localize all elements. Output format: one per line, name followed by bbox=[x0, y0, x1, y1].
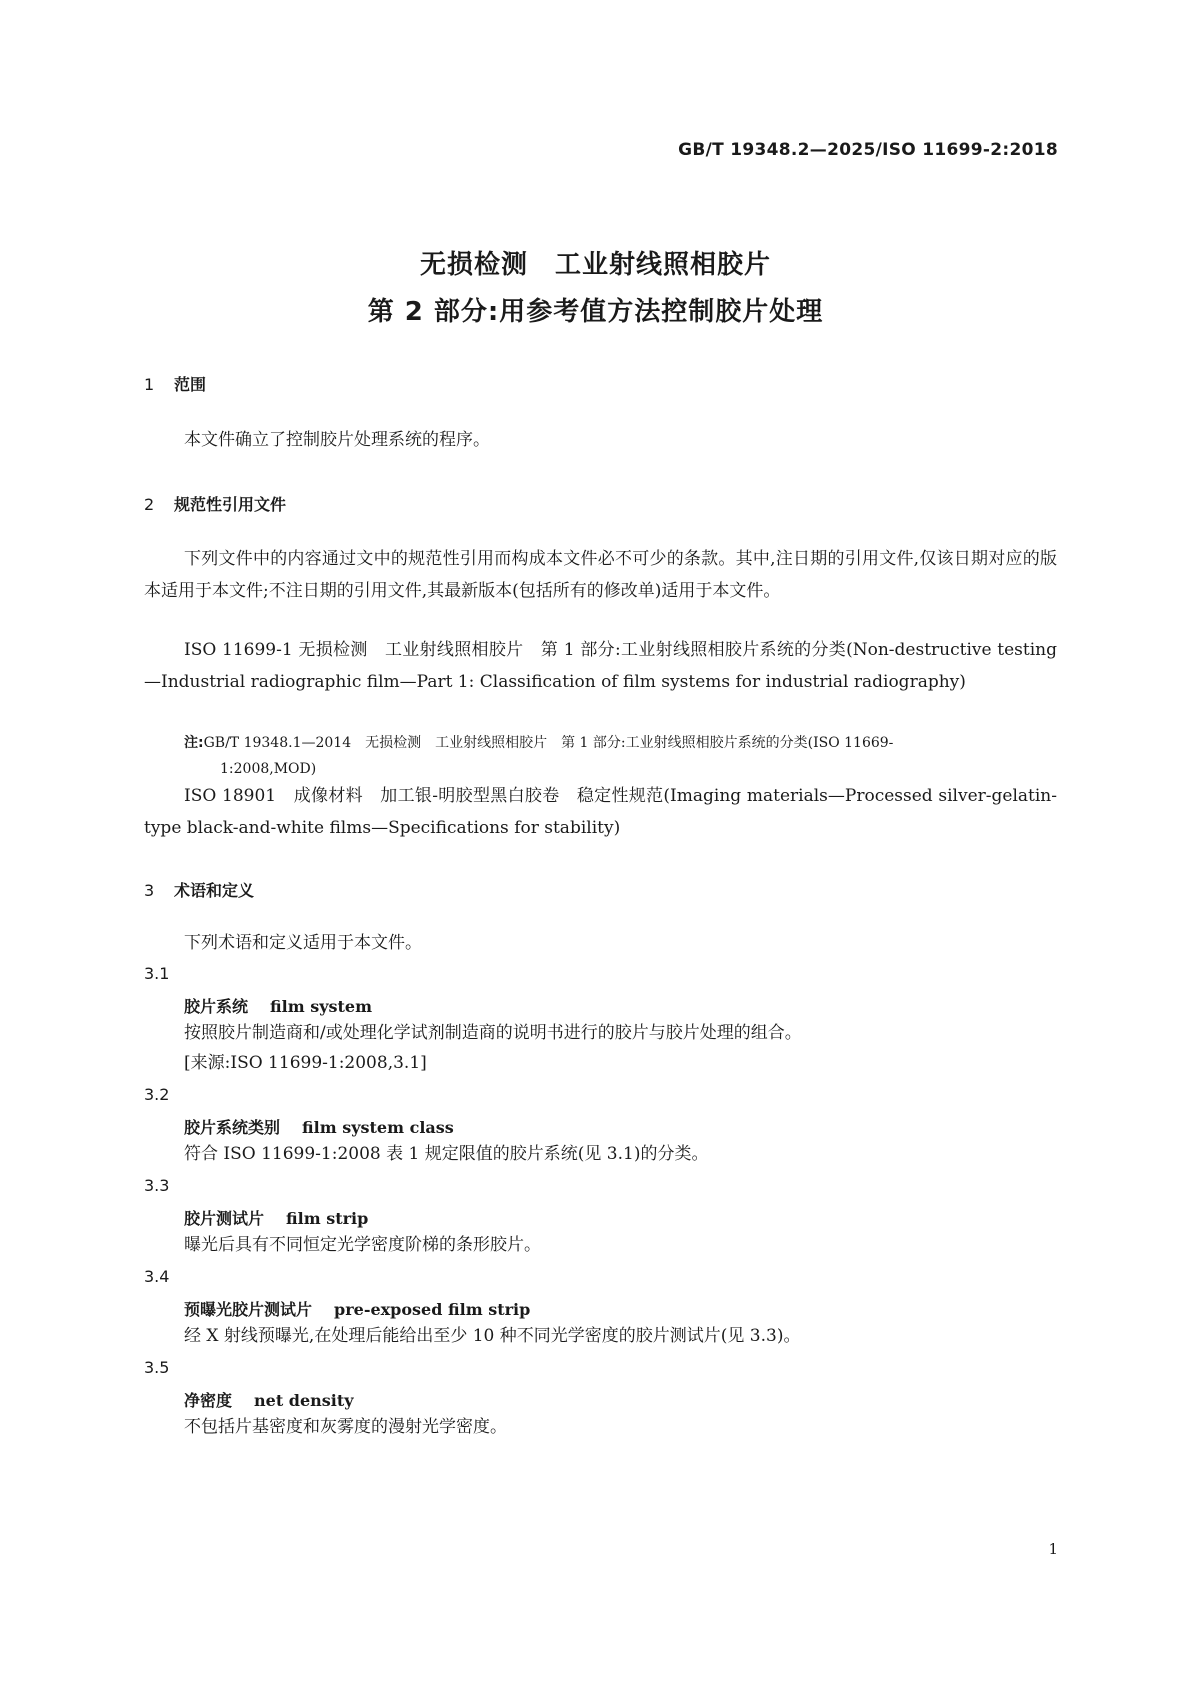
term-zh: 胶片测试片 bbox=[184, 1209, 265, 1228]
term-zh: 胶片系统类别 bbox=[184, 1118, 281, 1137]
reference-iso-11699-1: ISO 11699-1 无损检测 工业射线照相胶片 第 1 部分:工业射线照相胶片系统的分类(Non-destructive testing—Industrial radiographic film—Part 1: Classification of film systems for industrial radiography) bbox=[144, 640, 1057, 692]
term-definition: 符合 ISO 11699-1:2008 表 1 规定限值的胶片系统(见 3.1)的分类。 bbox=[184, 1144, 709, 1164]
term-definition: 经 X 射线预曝光,在处理后能给出至少 10 种不同光学密度的胶片测试片(见 3.3)。 bbox=[184, 1326, 801, 1346]
term-en: pre-exposed film strip bbox=[334, 1300, 531, 1319]
term-number: 3.1 bbox=[144, 964, 170, 983]
term-en: film system class bbox=[302, 1118, 454, 1137]
standard-code: GB/T 19348.2—2025/ISO 11699-2:2018 bbox=[678, 140, 1058, 160]
section-number: 1 bbox=[144, 375, 155, 394]
term-heading bbox=[184, 1297, 530, 1320]
section-title: 规范性引用文件 bbox=[174, 495, 287, 514]
section-title: 范围 bbox=[174, 375, 207, 394]
term-en: net density bbox=[254, 1391, 354, 1410]
term-number: 3.4 bbox=[144, 1267, 170, 1286]
term-number: 3.5 bbox=[144, 1358, 170, 1377]
term-definition: 按照胶片制造商和/或处理化学试剂制造商的说明书进行的胶片与胶片处理的组合。 bbox=[184, 1023, 802, 1043]
reference-iso-18901: ISO 18901 成像材料 加工银-明胶型黑白胶卷 稳定性规范(Imaging materials—Processed silver-gelatin-type black-and-white films—Specifications for stability) bbox=[144, 786, 1057, 838]
section-3-body: 下列术语和定义适用于本文件。 bbox=[184, 933, 422, 953]
term-zh: 胶片系统 bbox=[184, 997, 249, 1016]
note-line2: 1:2008,MOD) bbox=[220, 761, 317, 777]
term-number: 3.2 bbox=[144, 1085, 170, 1104]
section-1-heading bbox=[144, 372, 206, 395]
term-en: film system bbox=[270, 997, 373, 1016]
reference-note bbox=[184, 730, 1057, 782]
section-3-heading bbox=[144, 878, 254, 901]
term-definition: 不包括片基密度和灰雾度的漫射光学密度。 bbox=[184, 1417, 507, 1437]
term-heading bbox=[184, 994, 372, 1017]
document-title-line2: 第 2 部分:用参考值方法控制胶片处理 bbox=[367, 297, 824, 327]
section-1-body: 本文件确立了控制胶片处理系统的程序。 bbox=[184, 430, 490, 450]
term-zh: 预曝光胶片测试片 bbox=[184, 1300, 313, 1319]
term-heading bbox=[184, 1115, 454, 1138]
note-line1: GB/T 19348.1—2014 无损检测 工业射线照相胶片 第 1 部分:工业射线照相胶片系统的分类(ISO 11669- bbox=[203, 735, 894, 751]
term-number: 3.3 bbox=[144, 1176, 170, 1195]
term-heading bbox=[184, 1388, 354, 1411]
term-source: [来源:ISO 11699-1:2008,3.1] bbox=[184, 1053, 427, 1073]
term-zh: 净密度 bbox=[184, 1391, 233, 1410]
section-number: 3 bbox=[144, 881, 155, 900]
section-title: 术语和定义 bbox=[174, 881, 255, 900]
term-heading bbox=[184, 1206, 368, 1229]
section-number: 2 bbox=[144, 495, 155, 514]
document-title-line1: 无损检测 工业射线照相胶片 bbox=[419, 250, 771, 280]
section-2-heading bbox=[144, 492, 286, 515]
term-definition: 曝光后具有不同恒定光学密度阶梯的条形胶片。 bbox=[184, 1235, 541, 1255]
page-number: 1 bbox=[1048, 1540, 1058, 1558]
term-en: film strip bbox=[286, 1209, 369, 1228]
section-2-body: 下列文件中的内容通过文中的规范性引用而构成本文件必不可少的条款。其中,注日期的引用文件,仅该日期对应的版本适用于本文件;不注日期的引用文件,其最新版本(包括所有的修改单)适用于本文件。 bbox=[144, 549, 1057, 601]
note-label: 注: bbox=[184, 735, 204, 751]
